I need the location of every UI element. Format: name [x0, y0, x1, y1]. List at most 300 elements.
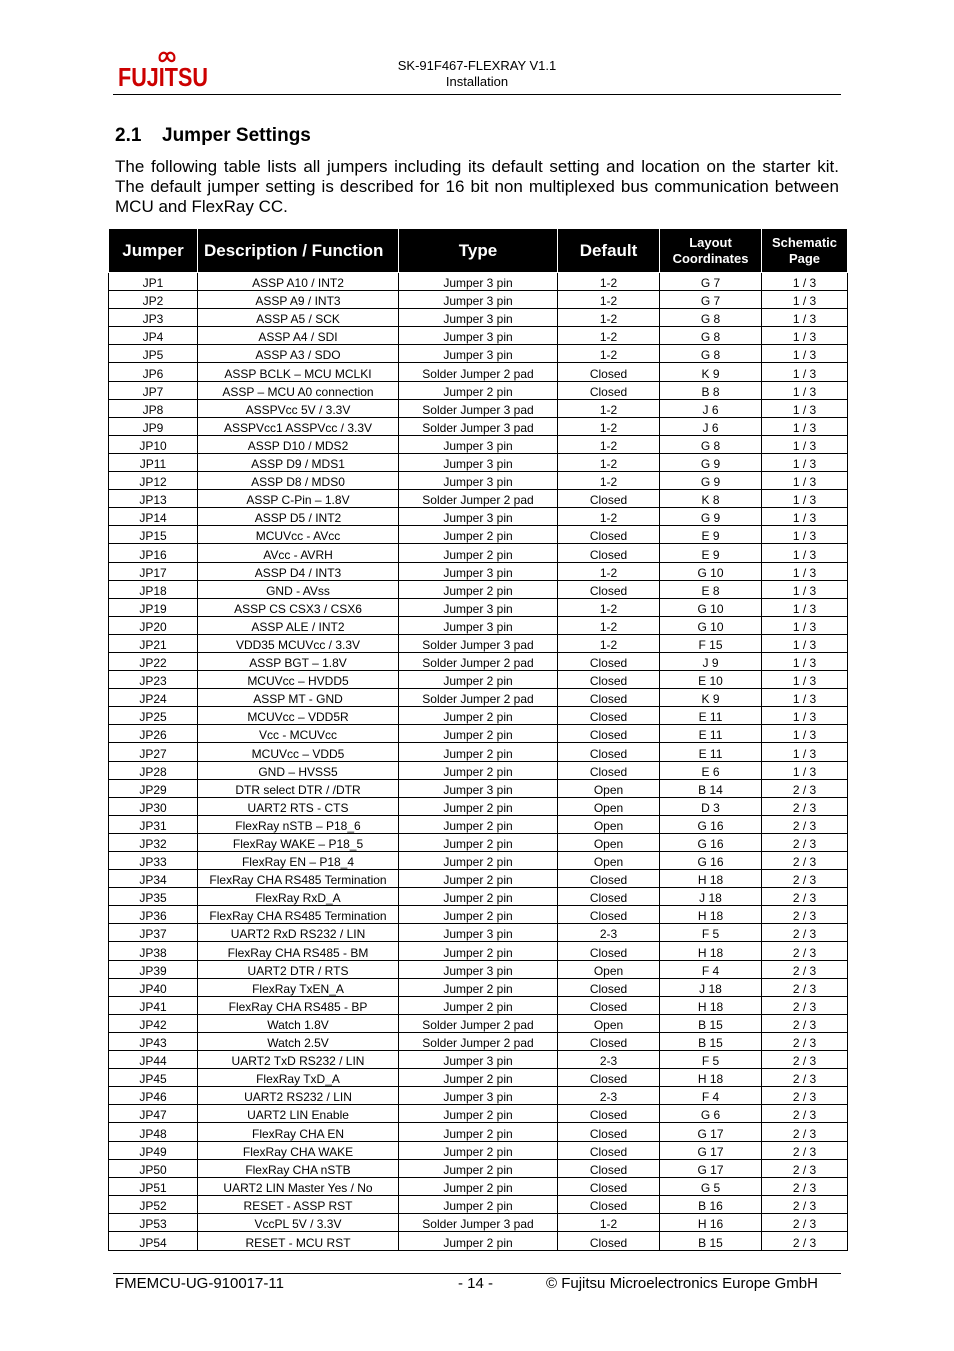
header-rule: [113, 94, 841, 95]
type-cell: Jumper 2 pin: [399, 1123, 558, 1141]
jumper-id-cell: JP2: [109, 291, 198, 309]
jumper-id-cell: JP33: [109, 852, 198, 870]
layout-coordinates-cell: H 18: [660, 1069, 762, 1087]
jumper-id-cell: JP16: [109, 544, 198, 562]
layout-coordinates-cell: J 18: [660, 888, 762, 906]
default-cell: Closed: [558, 1032, 660, 1050]
jumper-id-cell: JP48: [109, 1123, 198, 1141]
jumper-id-cell: JP40: [109, 978, 198, 996]
column-header-jumper: Jumper: [109, 229, 198, 273]
fujitsu-logo: [116, 48, 212, 90]
schematic-page-cell: 1 / 3: [762, 616, 848, 634]
type-cell: Jumper 2 pin: [399, 978, 558, 996]
column-header-type: Type: [399, 229, 558, 273]
layout-coordinates-cell: G 17: [660, 1123, 762, 1141]
type-cell: Jumper 2 pin: [399, 580, 558, 598]
jumper-id-cell: JP15: [109, 526, 198, 544]
type-cell: Jumper 3 pin: [399, 616, 558, 634]
description-cell: ASSP D8 / MDS0: [198, 472, 399, 490]
jumper-id-cell: JP50: [109, 1159, 198, 1177]
description-cell: RESET - ASSP RST: [198, 1195, 399, 1213]
jumper-id-cell: JP18: [109, 580, 198, 598]
table-row: [109, 634, 848, 652]
layout-coordinates-cell: F 4: [660, 960, 762, 978]
type-cell: Jumper 3 pin: [399, 472, 558, 490]
jumper-id-cell: JP11: [109, 453, 198, 471]
type-cell: Jumper 2 pin: [399, 996, 558, 1014]
schematic-page-cell: 2 / 3: [762, 833, 848, 851]
description-cell: ASSPVcc 5V / 3.3V: [198, 399, 399, 417]
type-cell: Jumper 3 pin: [399, 598, 558, 616]
schematic-page-cell: 2 / 3: [762, 978, 848, 996]
description-cell: UART2 TxD RS232 / LIN: [198, 1051, 399, 1069]
schematic-page-cell: 1 / 3: [762, 327, 848, 345]
jumper-id-cell: JP44: [109, 1051, 198, 1069]
jumper-id-cell: JP49: [109, 1141, 198, 1159]
table-row: [109, 833, 848, 851]
type-cell: Jumper 3 pin: [399, 273, 558, 291]
document-section: Installation: [445, 74, 509, 89]
type-cell: Jumper 2 pin: [399, 797, 558, 815]
type-cell: Jumper 2 pin: [399, 1195, 558, 1213]
type-cell: Jumper 3 pin: [399, 1087, 558, 1105]
schematic-page-cell: 2 / 3: [762, 1051, 848, 1069]
type-cell: Jumper 2 pin: [399, 381, 558, 399]
default-cell: 1-2: [558, 472, 660, 490]
default-cell: Closed: [558, 544, 660, 562]
jumper-id-cell: JP22: [109, 652, 198, 670]
table-row: [109, 1177, 848, 1195]
layout-coordinates-cell: F 5: [660, 924, 762, 942]
jumper-id-cell: JP47: [109, 1105, 198, 1123]
schematic-page-cell: 2 / 3: [762, 1087, 848, 1105]
description-cell: FlexRay TxD_A: [198, 1069, 399, 1087]
type-cell: Jumper 2 pin: [399, 833, 558, 851]
description-cell: FlexRay TxEN_A: [198, 978, 399, 996]
default-cell: Closed: [558, 870, 660, 888]
schematic-page-cell: 2 / 3: [762, 1195, 848, 1213]
footer-page-number: - 14 -: [458, 1275, 494, 1292]
jumper-id-cell: JP5: [109, 345, 198, 363]
jumper-id-cell: JP54: [109, 1231, 198, 1250]
document-header: [330, 58, 624, 90]
description-cell: ASSP A5 / SCK: [198, 309, 399, 327]
type-cell: Jumper 3 pin: [399, 508, 558, 526]
description-cell: ASSP A3 / SDO: [198, 345, 399, 363]
jumper-id-cell: JP29: [109, 779, 198, 797]
section-number: 2.1: [115, 125, 142, 146]
layout-coordinates-cell: J 9: [660, 652, 762, 670]
schematic-page-cell: 2 / 3: [762, 1141, 848, 1159]
default-cell: 1-2: [558, 417, 660, 435]
type-cell: Jumper 2 pin: [399, 852, 558, 870]
description-cell: VccPL 5V / 3.3V: [198, 1213, 399, 1231]
schematic-header-line1: Schematic: [771, 234, 838, 250]
layout-coordinates-cell: B 16: [660, 1195, 762, 1213]
description-cell: ASSP D9 / MDS1: [198, 453, 399, 471]
table-row: [109, 580, 848, 598]
default-cell: 1-2: [558, 1213, 660, 1231]
description-cell: FlexRay CHA nSTB: [198, 1159, 399, 1177]
table-row: [109, 815, 848, 833]
description-cell: ASSPVcc1 ASSPVcc / 3.3V: [198, 417, 399, 435]
layout-coordinates-cell: G 9: [660, 472, 762, 490]
schematic-page-cell: 2 / 3: [762, 870, 848, 888]
layout-header-line2: Coordinates: [672, 250, 749, 266]
type-cell: Jumper 2 pin: [399, 1105, 558, 1123]
layout-coordinates-cell: B 8: [660, 381, 762, 399]
layout-coordinates-cell: E 11: [660, 707, 762, 725]
table-row: [109, 1051, 848, 1069]
type-cell: Solder Jumper 3 pad: [399, 1213, 558, 1231]
svg-text:FUJITSU: FUJITSU: [118, 62, 208, 92]
table-row: [109, 996, 848, 1014]
description-cell: ASSP BGT – 1.8V: [198, 652, 399, 670]
jumper-id-cell: JP6: [109, 363, 198, 381]
schematic-page-cell: 2 / 3: [762, 924, 848, 942]
type-cell: Jumper 2 pin: [399, 707, 558, 725]
default-cell: 1-2: [558, 345, 660, 363]
description-cell: ASSP D5 / INT2: [198, 508, 399, 526]
type-cell: Jumper 2 pin: [399, 942, 558, 960]
schematic-page-cell: 2 / 3: [762, 1159, 848, 1177]
table-row: [109, 1069, 848, 1087]
layout-coordinates-cell: D 3: [660, 797, 762, 815]
type-cell: Jumper 3 pin: [399, 327, 558, 345]
description-cell: ASSP BCLK – MCU MCLKI: [198, 363, 399, 381]
schematic-page-cell: 1 / 3: [762, 435, 848, 453]
description-cell: ASSP C-Pin – 1.8V: [198, 490, 399, 508]
description-cell: Watch 1.8V: [198, 1014, 399, 1032]
default-cell: Closed: [558, 1177, 660, 1195]
layout-coordinates-cell: J 18: [660, 978, 762, 996]
table-row: [109, 327, 848, 345]
description-cell: FlexRay CHA RS485 - BM: [198, 942, 399, 960]
description-cell: FlexRay nSTB – P18_6: [198, 815, 399, 833]
default-cell: Closed: [558, 1231, 660, 1250]
description-cell: FlexRay CHA RS485 - BP: [198, 996, 399, 1014]
table-row: [109, 689, 848, 707]
default-cell: 1-2: [558, 508, 660, 526]
jumper-id-cell: JP53: [109, 1213, 198, 1231]
jumper-id-cell: JP25: [109, 707, 198, 725]
table-row: [109, 870, 848, 888]
layout-coordinates-cell: G 8: [660, 435, 762, 453]
schematic-page-cell: 1 / 3: [762, 598, 848, 616]
schematic-page-cell: 2 / 3: [762, 1032, 848, 1050]
section-title: Jumper Settings: [162, 125, 311, 146]
layout-coordinates-cell: G 8: [660, 345, 762, 363]
type-cell: Jumper 2 pin: [399, 526, 558, 544]
schematic-page-cell: 1 / 3: [762, 363, 848, 381]
schematic-page-cell: 1 / 3: [762, 761, 848, 779]
default-cell: Closed: [558, 689, 660, 707]
jumper-id-cell: JP51: [109, 1177, 198, 1195]
type-cell: Jumper 3 pin: [399, 435, 558, 453]
default-cell: Closed: [558, 1195, 660, 1213]
default-cell: Closed: [558, 1123, 660, 1141]
default-cell: Closed: [558, 1069, 660, 1087]
column-header-layout-coordinates: [660, 229, 762, 273]
type-cell: Jumper 2 pin: [399, 906, 558, 924]
description-cell: FlexRay CHA RS485 Termination: [198, 870, 399, 888]
description-cell: ASSP A10 / INT2: [198, 273, 399, 291]
layout-coordinates-cell: G 16: [660, 815, 762, 833]
layout-coordinates-cell: G 6: [660, 1105, 762, 1123]
default-cell: Closed: [558, 671, 660, 689]
default-cell: 1-2: [558, 598, 660, 616]
schematic-header-line2: Page: [788, 250, 821, 266]
default-cell: Closed: [558, 526, 660, 544]
jumper-id-cell: JP27: [109, 743, 198, 761]
jumper-id-cell: JP52: [109, 1195, 198, 1213]
default-cell: 2-3: [558, 924, 660, 942]
default-cell: 1-2: [558, 309, 660, 327]
schematic-page-cell: 2 / 3: [762, 996, 848, 1014]
type-cell: Solder Jumper 3 pad: [399, 399, 558, 417]
type-cell: Jumper 2 pin: [399, 544, 558, 562]
table-row: [109, 472, 848, 490]
default-cell: Open: [558, 852, 660, 870]
description-cell: FlexRay CHA EN: [198, 1123, 399, 1141]
schematic-page-cell: 1 / 3: [762, 743, 848, 761]
description-cell: ASSP A4 / SDI: [198, 327, 399, 345]
layout-coordinates-cell: G 16: [660, 852, 762, 870]
layout-coordinates-cell: K 8: [660, 490, 762, 508]
description-cell: MCUVcc – VDD5R: [198, 707, 399, 725]
default-cell: Open: [558, 960, 660, 978]
description-cell: VDD35 MCUVcc / 3.3V: [198, 634, 399, 652]
type-cell: Jumper 2 pin: [399, 671, 558, 689]
description-cell: ASSP CS CSX3 / CSX6: [198, 598, 399, 616]
description-cell: RESET - MCU RST: [198, 1231, 399, 1250]
jumper-id-cell: JP38: [109, 942, 198, 960]
schematic-page-cell: 2 / 3: [762, 779, 848, 797]
default-cell: Closed: [558, 725, 660, 743]
jumper-id-cell: JP23: [109, 671, 198, 689]
jumper-id-cell: JP4: [109, 327, 198, 345]
jumper-id-cell: JP26: [109, 725, 198, 743]
type-cell: Jumper 2 pin: [399, 1231, 558, 1250]
table-row: [109, 707, 848, 725]
layout-coordinates-cell: F 15: [660, 634, 762, 652]
description-cell: DTR select DTR / /DTR: [198, 779, 399, 797]
table-row: [109, 616, 848, 634]
type-cell: Jumper 2 pin: [399, 725, 558, 743]
table-row: [109, 490, 848, 508]
layout-coordinates-cell: F 4: [660, 1087, 762, 1105]
jumper-id-cell: JP32: [109, 833, 198, 851]
jumper-id-cell: JP17: [109, 562, 198, 580]
jumper-id-cell: JP24: [109, 689, 198, 707]
default-cell: Closed: [558, 906, 660, 924]
description-cell: ASSP D10 / MDS2: [198, 435, 399, 453]
layout-coordinates-cell: B 15: [660, 1032, 762, 1050]
layout-header-line1: Layout: [689, 234, 732, 250]
jumper-id-cell: JP1: [109, 273, 198, 291]
default-cell: 1-2: [558, 616, 660, 634]
schematic-page-cell: 1 / 3: [762, 417, 848, 435]
layout-coordinates-cell: G 17: [660, 1159, 762, 1177]
description-cell: GND – HVSS5: [198, 761, 399, 779]
description-cell: UART2 RTS - CTS: [198, 797, 399, 815]
default-cell: 2-3: [558, 1087, 660, 1105]
type-cell: Jumper 3 pin: [399, 562, 558, 580]
jumper-id-cell: JP45: [109, 1069, 198, 1087]
schematic-page-cell: 2 / 3: [762, 942, 848, 960]
schematic-page-cell: 2 / 3: [762, 815, 848, 833]
default-cell: Closed: [558, 761, 660, 779]
table-row: [109, 562, 848, 580]
description-cell: Watch 2.5V: [198, 1032, 399, 1050]
column-header-schematic-page: [762, 229, 848, 273]
description-cell: UART2 RxD RS232 / LIN: [198, 924, 399, 942]
table-row: [109, 761, 848, 779]
type-cell: Jumper 2 pin: [399, 870, 558, 888]
description-cell: FlexRay RxD_A: [198, 888, 399, 906]
table-row: [109, 1213, 848, 1231]
description-cell: ASSP D4 / INT3: [198, 562, 399, 580]
layout-coordinates-cell: G 9: [660, 508, 762, 526]
footer-copyright: © Fujitsu Microelectronics Europe GmbH: [546, 1275, 818, 1292]
schematic-page-cell: 1 / 3: [762, 580, 848, 598]
description-cell: ASSP – MCU A0 connection: [198, 381, 399, 399]
type-cell: Jumper 2 pin: [399, 1069, 558, 1087]
footer-rule: [113, 1273, 841, 1274]
jumper-id-cell: JP3: [109, 309, 198, 327]
type-cell: Solder Jumper 2 pad: [399, 652, 558, 670]
schematic-page-cell: 1 / 3: [762, 689, 848, 707]
description-cell: UART2 DTR / RTS: [198, 960, 399, 978]
type-cell: Jumper 2 pin: [399, 1159, 558, 1177]
layout-coordinates-cell: G 16: [660, 833, 762, 851]
default-cell: Closed: [558, 942, 660, 960]
default-cell: Closed: [558, 1141, 660, 1159]
type-cell: Jumper 2 pin: [399, 888, 558, 906]
default-cell: Open: [558, 815, 660, 833]
layout-coordinates-cell: J 6: [660, 417, 762, 435]
type-cell: Jumper 2 pin: [399, 761, 558, 779]
jumper-settings-table: [108, 228, 848, 1251]
table-row: [109, 1141, 848, 1159]
schematic-page-cell: 1 / 3: [762, 707, 848, 725]
default-cell: Closed: [558, 707, 660, 725]
default-cell: 1-2: [558, 273, 660, 291]
description-cell: ASSP A9 / INT3: [198, 291, 399, 309]
layout-coordinates-cell: G 10: [660, 598, 762, 616]
layout-coordinates-cell: J 6: [660, 399, 762, 417]
layout-coordinates-cell: G 10: [660, 562, 762, 580]
jumper-id-cell: JP35: [109, 888, 198, 906]
table-row: [109, 1087, 848, 1105]
layout-coordinates-cell: F 5: [660, 1051, 762, 1069]
default-cell: Closed: [558, 743, 660, 761]
type-cell: Jumper 2 pin: [399, 1141, 558, 1159]
schematic-page-cell: 2 / 3: [762, 906, 848, 924]
table-row: [109, 598, 848, 616]
jumper-id-cell: JP9: [109, 417, 198, 435]
description-cell: FlexRay CHA WAKE: [198, 1141, 399, 1159]
jumper-id-cell: JP42: [109, 1014, 198, 1032]
default-cell: Closed: [558, 1159, 660, 1177]
intro-paragraph: The following table lists all jumpers including its default setting and location on the starter kit. The default jumper setting is described for 16 bit non multiplexed bus communication between MCU and FlexRay CC.: [115, 157, 839, 216]
default-cell: 1-2: [558, 435, 660, 453]
schematic-page-cell: 1 / 3: [762, 345, 848, 363]
column-header-default: Default: [558, 229, 660, 273]
description-cell: Vcc - MCUVcc: [198, 725, 399, 743]
description-cell: ASSP MT - GND: [198, 689, 399, 707]
footer-doc-id: FMEMCU-UG-910017-11: [115, 1275, 284, 1292]
table-row: [109, 652, 848, 670]
schematic-page-cell: 2 / 3: [762, 1231, 848, 1250]
layout-coordinates-cell: E 11: [660, 743, 762, 761]
jumper-id-cell: JP13: [109, 490, 198, 508]
jumper-id-cell: JP41: [109, 996, 198, 1014]
layout-coordinates-cell: K 9: [660, 363, 762, 381]
schematic-page-cell: 2 / 3: [762, 1069, 848, 1087]
default-cell: Open: [558, 779, 660, 797]
default-cell: Closed: [558, 652, 660, 670]
description-cell: UART2 RS232 / LIN: [198, 1087, 399, 1105]
schematic-page-cell: 2 / 3: [762, 1177, 848, 1195]
jumper-id-cell: JP34: [109, 870, 198, 888]
jumper-id-cell: JP12: [109, 472, 198, 490]
type-cell: Solder Jumper 2 pad: [399, 490, 558, 508]
document-title: SK-91F467-FLEXRAY V1.1: [397, 58, 557, 73]
schematic-page-cell: 1 / 3: [762, 725, 848, 743]
schematic-page-cell: 1 / 3: [762, 544, 848, 562]
default-cell: Closed: [558, 490, 660, 508]
default-cell: Closed: [558, 888, 660, 906]
table-row: [109, 888, 848, 906]
schematic-page-cell: 1 / 3: [762, 562, 848, 580]
layout-coordinates-cell: E 11: [660, 725, 762, 743]
jumper-id-cell: JP10: [109, 435, 198, 453]
default-cell: Open: [558, 833, 660, 851]
schematic-page-cell: 1 / 3: [762, 634, 848, 652]
jumper-id-cell: JP30: [109, 797, 198, 815]
schematic-page-cell: 1 / 3: [762, 291, 848, 309]
table-row: [109, 417, 848, 435]
jumper-id-cell: JP19: [109, 598, 198, 616]
schematic-page-cell: 1 / 3: [762, 490, 848, 508]
default-cell: Closed: [558, 1105, 660, 1123]
table-row: [109, 508, 848, 526]
type-cell: Jumper 3 pin: [399, 309, 558, 327]
default-cell: Closed: [558, 381, 660, 399]
table-row: [109, 1014, 848, 1032]
layout-coordinates-cell: E 10: [660, 671, 762, 689]
type-cell: Jumper 3 pin: [399, 960, 558, 978]
default-cell: Closed: [558, 580, 660, 598]
schematic-page-cell: 2 / 3: [762, 1213, 848, 1231]
schematic-page-cell: 1 / 3: [762, 453, 848, 471]
jumper-id-cell: JP39: [109, 960, 198, 978]
default-cell: 1-2: [558, 399, 660, 417]
table-row: [109, 435, 848, 453]
layout-coordinates-cell: G 9: [660, 453, 762, 471]
type-cell: Solder Jumper 3 pad: [399, 417, 558, 435]
type-cell: Solder Jumper 2 pad: [399, 689, 558, 707]
layout-coordinates-cell: B 15: [660, 1014, 762, 1032]
table-row: [109, 725, 848, 743]
jumper-id-cell: JP14: [109, 508, 198, 526]
schematic-page-cell: 2 / 3: [762, 1014, 848, 1032]
layout-coordinates-cell: B 14: [660, 779, 762, 797]
layout-coordinates-cell: H 18: [660, 906, 762, 924]
table-row: [109, 1159, 848, 1177]
description-cell: UART2 LIN Enable: [198, 1105, 399, 1123]
